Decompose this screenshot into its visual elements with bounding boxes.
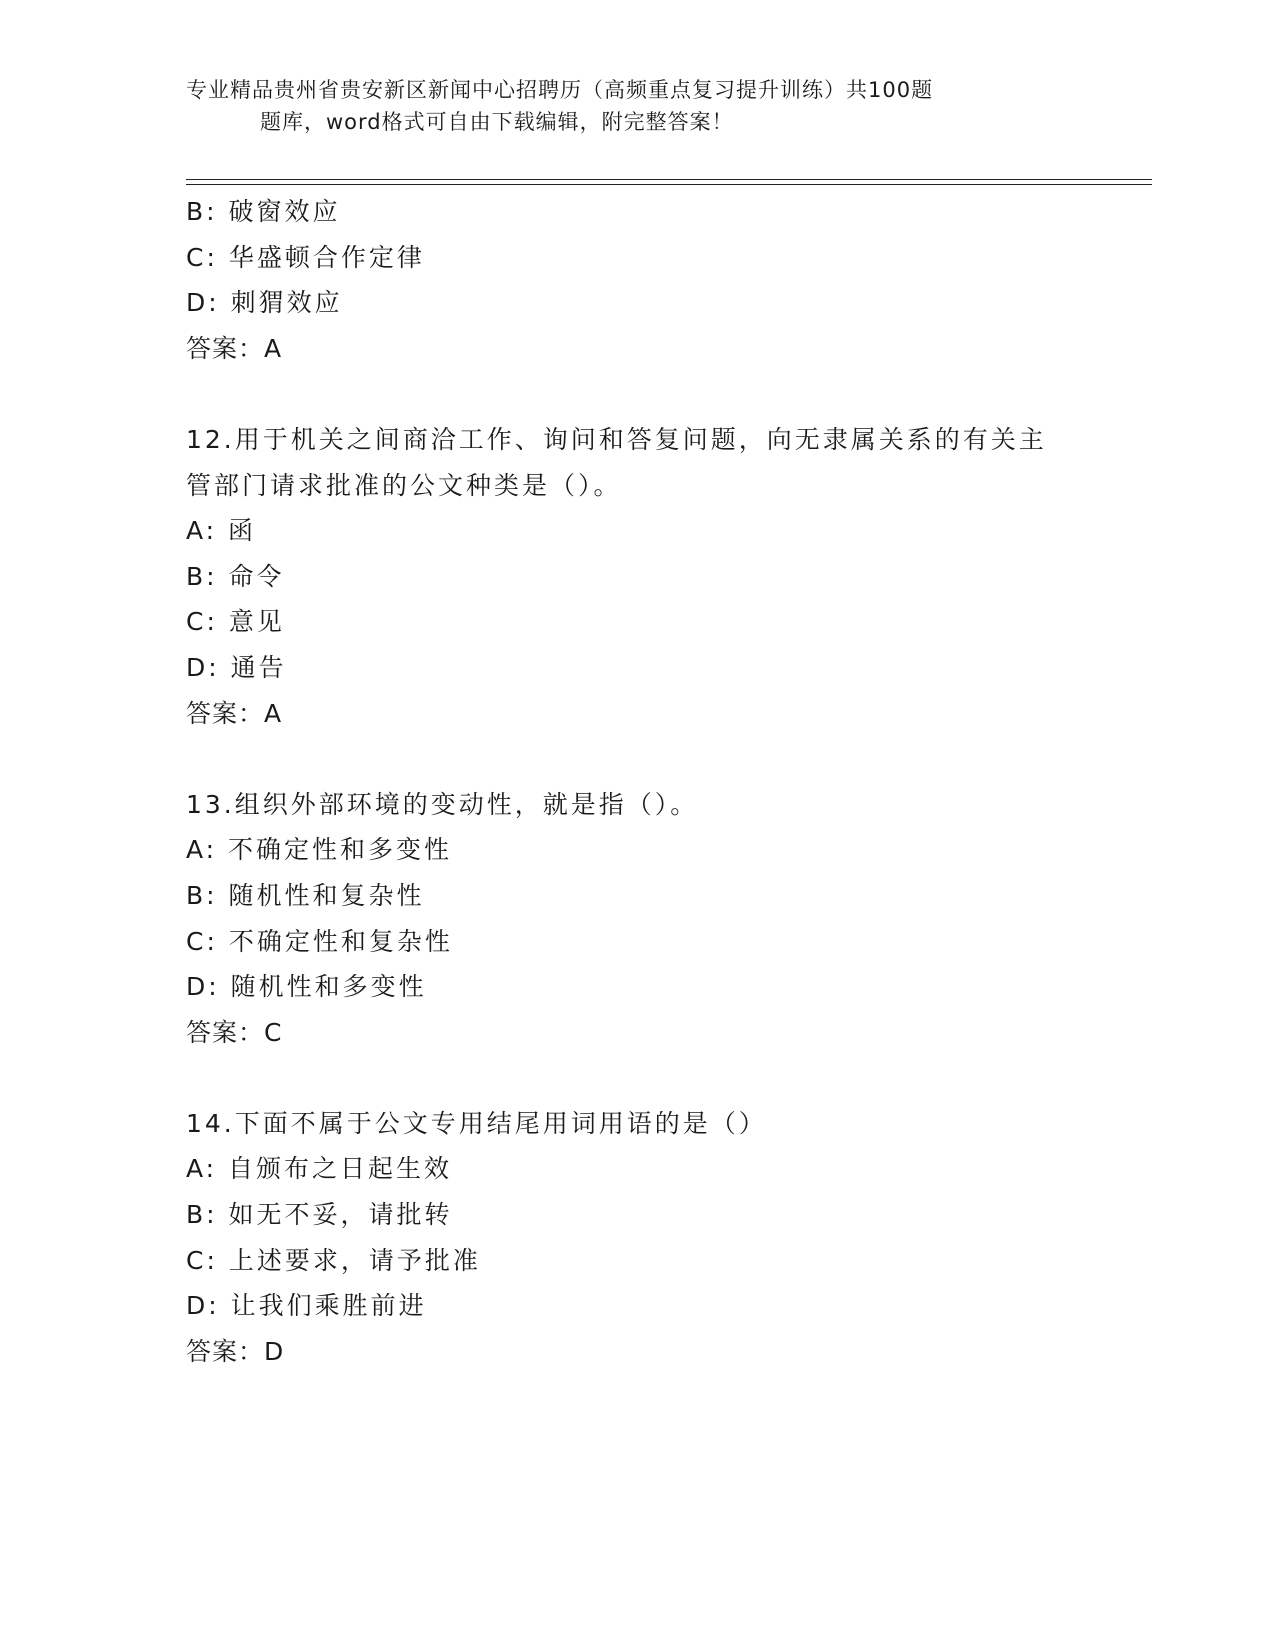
option-d: D: 刺猬效应 <box>186 288 343 318</box>
option-d: D: 随机性和多变性 <box>186 972 427 1002</box>
answer-line: 答案：A <box>186 333 283 363</box>
question-text-line: 14.下面不属于公文专用结尾用词用语的是（） <box>186 1108 767 1138</box>
question-text-line: 13.组织外部环境的变动性，就是指（）。 <box>186 789 699 819</box>
header-rule-bottom <box>186 184 1152 185</box>
option-b: B: 命令 <box>186 561 285 591</box>
header-line-1: 专业精品贵州省贵安新区新闻中心招聘历（高频重点复习提升训练）共100题 <box>186 78 934 102</box>
option-c: C: 意见 <box>186 607 285 637</box>
option-c: C: 上述要求，请予批准 <box>186 1245 481 1275</box>
document-body <box>186 189 1086 1374</box>
option-b: B: 随机性和复杂性 <box>186 880 425 910</box>
option-c: C: 华盛顿合作定律 <box>186 242 425 272</box>
answer-line: 答案：D <box>186 1336 285 1366</box>
option-b: B: 破窗效应 <box>186 197 341 226</box>
document-header <box>186 74 1086 138</box>
option-a: A: 函 <box>186 516 257 546</box>
spacer <box>186 371 1086 417</box>
spacer <box>186 1055 1086 1101</box>
question-text-line: 12.用于机关之间商洽工作、询问和答复问题，向无隶属关系的有关主 <box>186 424 1047 454</box>
question-text <box>186 417 1086 508</box>
option-a: A: 自颁布之日起生效 <box>186 1154 453 1184</box>
option-c: C: 不确定性和复杂性 <box>186 926 453 956</box>
question-text-line: 管部门请求批准的公文种类是（）。 <box>186 470 622 500</box>
answer-line: 答案：A <box>186 698 283 728</box>
answer-line: 答案：C <box>186 1017 283 1047</box>
question-12 <box>186 417 1086 736</box>
question-text <box>186 1101 1086 1147</box>
header-rule-top <box>186 179 1152 180</box>
spacer <box>186 736 1086 782</box>
prev-question <box>186 189 1086 371</box>
option-b: B: 如无不妥，请批转 <box>186 1200 453 1230</box>
question-13 <box>186 782 1086 1056</box>
option-d: D: 通告 <box>186 652 287 682</box>
question-14 <box>186 1101 1086 1375</box>
option-a: A: 不确定性和多变性 <box>186 835 453 865</box>
question-text <box>186 782 1086 828</box>
option-d: D: 让我们乘胜前进 <box>186 1291 427 1321</box>
header-line-2: 题库，word格式可自由下载编辑，附完整答案！ <box>260 110 734 134</box>
